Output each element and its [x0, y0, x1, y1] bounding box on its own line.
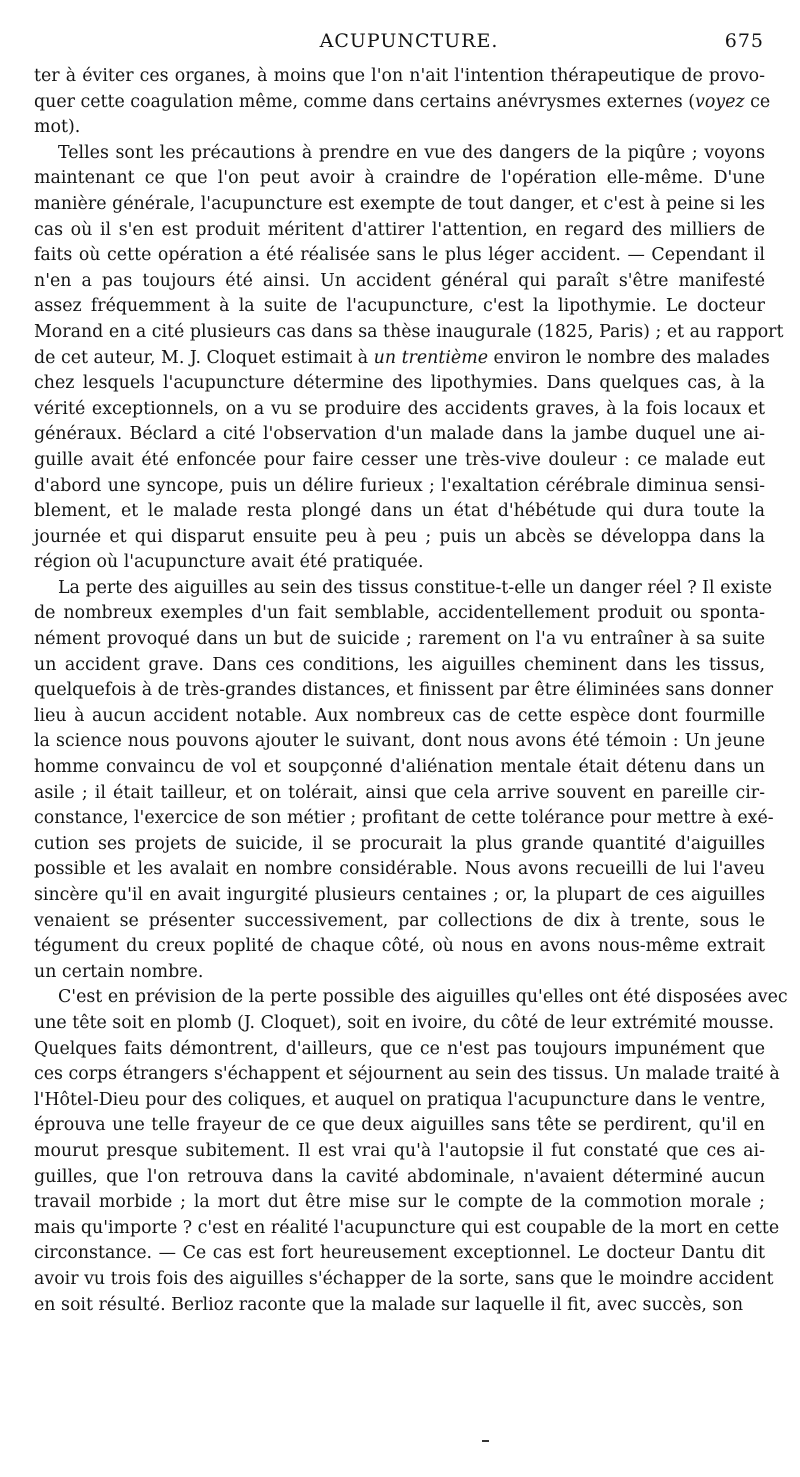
text-line: Quelques faits démontrent, d'ailleurs, que ce n'est pas toujours impunément que [34, 1038, 765, 1059]
text-line: Morand en a cité plusieurs cas dans sa thèse inaugurale (1825, Paris) ; et au rapport [34, 321, 784, 342]
text-line: guilles, que l'on retrouva dans la cavité abdominale, n'avaient déterminé aucun [34, 1166, 765, 1187]
text-line: d'abord une syncope, puis un délire furieux ; l'exaltation cérébrale diminua sensi- [34, 475, 765, 496]
text-line: l'Hôtel-Dieu pour des coliques, et auquel on pratiqua l'acupuncture dans le ventre, [34, 1089, 766, 1110]
text-line: venaient se présenter successivement, par collections de dix à trente, sous le [34, 910, 765, 931]
text-line: de cet auteur, M. J. Cloquet estimait à un trentième environ le nombre des malades [34, 347, 770, 368]
text-line: blement, et le malade resta plongé dans un état d'hébétude qui dura toute la [34, 501, 765, 522]
text-line: guille avait été enfoncée pour faire cesser une très-vive douleur : ce malade eut [34, 449, 765, 470]
text-line: C'est en prévision de la perte possible des aiguilles qu'elles ont été disposées avec [58, 987, 788, 1008]
text-line: circonstance. — Ce cas est fort heureusement exceptionnel. Le docteur Dantu dit [34, 1243, 765, 1264]
text-line: constance, l'exercice de son métier ; profitant de cette tolérance pour mettre à exé- [34, 808, 774, 829]
text-line: un certain nombre. [34, 961, 204, 982]
text-line: quer cette coagulation même, comme dans certains anévrysmes externes (voyez ce [34, 91, 771, 112]
text-line: lieu à aucun accident notable. Aux nombreux cas de cette espèce dont fourmille [34, 705, 765, 726]
text-line: assez fréquemment à la suite de l'acupuncture, c'est la lipothymie. Le docteur [34, 296, 765, 317]
text-line: nément provoqué dans un but de suicide ; rarement on l'a vu entraîner à sa suite [34, 629, 765, 650]
text-line: quelquefois à de très-grandes distances, et finissent par être éliminées sans donner [34, 680, 774, 701]
text-line: généraux. Béclard a cité l'observation d'un malade dans la jambe duquel une ai- [34, 424, 765, 445]
text-line: travail morbide ; la mort dut être mise sur le compte de la commotion morale ; [34, 1192, 765, 1213]
text-line: tégument du creux poplité de chaque côté, où nous en avons nous-même extrait [34, 936, 765, 957]
text-line: vérité exceptionnels, on a vu se produire des accidents graves, à la fois locaux et [34, 398, 765, 419]
text-line: ter à éviter ces organes, à moins que l'on n'ait l'intention thérapeutique de provo- [34, 66, 765, 86]
body-text [34, 64, 788, 1318]
text-line: journée et qui disparut ensuite peu à peu ; puis un abcès se développa dans la [34, 526, 765, 547]
text-line: région où l'acupuncture avait été pratiquée. [34, 552, 424, 573]
text-line: asile ; il était tailleur, et on tolérait, ainsi que cela arrive souvent en pareille cir- [34, 782, 765, 803]
text-line: La perte des aiguilles au sein des tissus constitue-t-elle un danger réel ? Il existe [58, 577, 772, 598]
text-line: un accident grave. Dans ces conditions, les aiguilles cheminent dans les tissus, [34, 654, 765, 675]
footer-mark [482, 1440, 489, 1442]
text-line: n'en a pas toujours été ainsi. Un accident général qui paraît s'être manifesté [34, 270, 765, 291]
text-line: maintenant ce que l'on peut avoir à craindre de l'opération elle-même. D'une [34, 168, 765, 189]
text-line: manière générale, l'acupuncture est exempte de tout danger, et c'est à peine si les [34, 193, 765, 214]
text-line: ces corps étrangers s'échappent et séjournent au sein des tissus. Un malade traité à [34, 1064, 780, 1085]
text-line: de nombreux exemples d'un fait semblable, accidentellement produit ou sponta- [34, 603, 765, 624]
text-line: avoir vu trois fois des aiguilles s'échapper de la sorte, sans que le moindre accident [34, 1268, 774, 1289]
running-header [34, 30, 764, 56]
text-line: possible et les avalait en nombre considérable. Nous avons recueilli de lui l'aveu [34, 859, 765, 880]
text-line: sincère qu'il en avait ingurgité plusieurs centaines ; or, la plupart de ces aiguilles [34, 885, 765, 905]
text-line: en soit résulté. Berlioz raconte que la malade sur laquelle il fit, avec succès, son [34, 1294, 744, 1315]
text-line: la science nous pouvons ajouter le suivant, dont nous avons été témoin : Un jeune [34, 731, 765, 752]
text-line: mourut presque subitement. Il est vrai qu'à l'autopsie il fut constaté que ces ai- [34, 1140, 765, 1161]
text-line: faits où cette opération a été réalisée sans le plus léger accident. — Cependant il [34, 245, 765, 266]
page-number: 675 [724, 30, 764, 52]
text-line: mais qu'importe ? c'est en réalité l'acupuncture qui est coupable de la mort en cette [34, 1217, 780, 1238]
text-line: mot). [34, 117, 81, 138]
text-line: une tête soit en plomb (J. Cloquet), soit en ivoire, du côté de leur extrémité mousse. [34, 1012, 775, 1033]
text-line: homme convaincu de vol et soupçonné d'aliénation mentale était détenu dans un [34, 757, 765, 778]
text-line: cution ses projets de suicide, il se procurait la plus grande quantité d'aiguilles [34, 833, 765, 854]
running-title: ACUPUNCTURE. [319, 30, 499, 52]
text-line: cas où il s'en est produit méritent d'attirer l'attention, en regard des milliers de [34, 219, 765, 240]
text-line: éprouva une telle frayeur de ce que deux aiguilles sans tête se perdirent, qu'il en [34, 1115, 765, 1136]
text-line: chez lesquels l'acupuncture détermine des lipothymies. Dans quelques cas, à la [34, 373, 765, 394]
text-line: Telles sont les précautions à prendre en vue des dangers de la piqûre ; voyons [58, 142, 765, 163]
